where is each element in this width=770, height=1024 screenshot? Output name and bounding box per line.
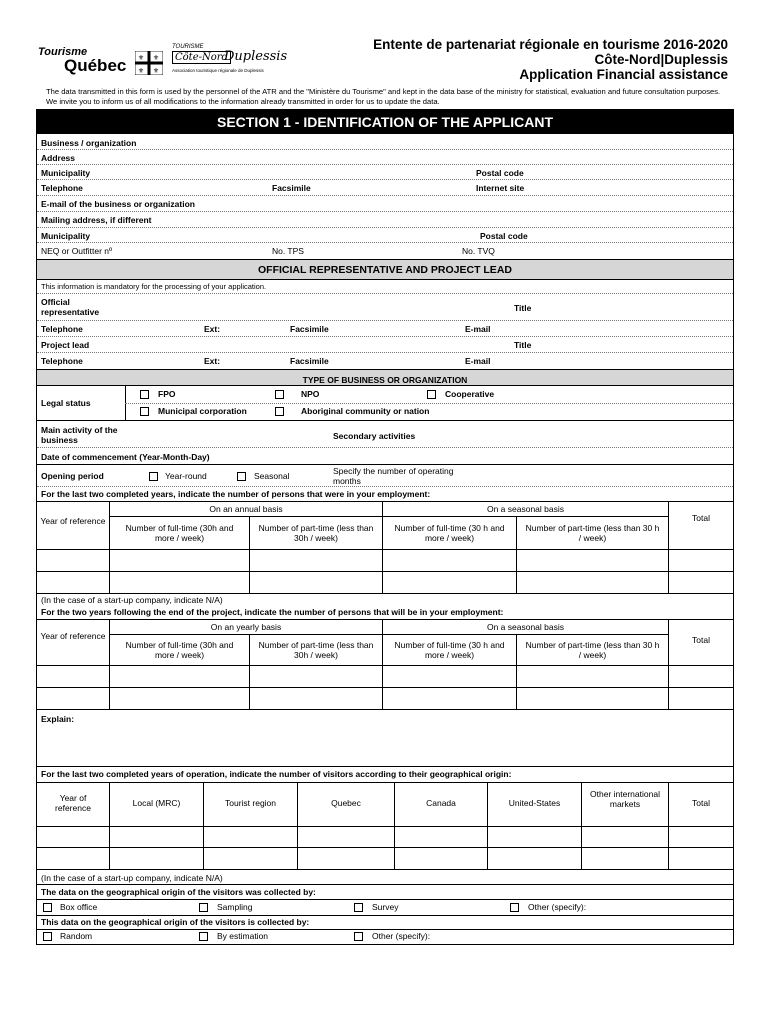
cooperative-checkbox[interactable] [427,390,436,399]
box-office-label: Box office [60,902,98,912]
address-label: Address [41,153,76,163]
visitors-startup-note-row [37,871,733,885]
table-cell[interactable] [517,572,669,594]
mandatory-note-row [37,280,733,294]
lead-facsimile-label: Facsimile [290,356,329,366]
business-row[interactable] [37,134,733,150]
employment-future-question-row [37,606,733,620]
other-collected-label: Other (specify): [528,902,587,912]
opening-period-row [37,465,733,487]
table-cell[interactable] [250,688,383,710]
section1-title: SECTION 1 - IDENTIFICATION OF THE APPLICANT [37,110,733,134]
other-is-collected-checkbox[interactable] [354,932,363,941]
logo-quebec-text: Québec [64,56,127,75]
past-seasonal-header: On a seasonal basis [383,502,669,517]
official-section-title: OFFICIAL REPRESENTATIVE AND PROJECT LEAD [258,264,512,276]
official-telephone-label: Telephone [41,324,83,334]
legal-status-row [37,386,733,421]
survey-label: Survey [372,902,399,912]
commencement-row[interactable] [37,448,733,465]
internet-site-label: Internet site [476,183,525,193]
future-full-time-header: Number of full-time (30h and more / week) [110,635,250,666]
table-cell[interactable] [37,550,110,572]
table-cell[interactable] [110,848,204,870]
lead-ext-label: Ext: [204,356,221,366]
telephone-label: Telephone [41,183,83,193]
table-cell[interactable] [110,666,250,688]
collected-by-row [37,885,733,900]
municipality-row[interactable] [37,165,733,180]
employment-future-table [37,620,733,710]
telephone-row[interactable] [37,180,733,196]
table-cell[interactable] [669,572,733,594]
tax-numbers-row[interactable] [37,243,733,259]
table-cell[interactable] [383,688,517,710]
aboriginal-checkbox[interactable] [275,407,284,416]
logo-atr-top: TOURISME [172,44,204,50]
atr-duplessis-logo [170,44,288,78]
logo-atr-script: Duplessis [224,49,288,64]
visitors-question-row [37,767,733,783]
other-collected-checkbox[interactable] [510,903,519,912]
mailing-row[interactable] [37,212,733,228]
table-cell[interactable] [488,826,582,848]
table-cell[interactable] [669,848,733,870]
municipality2-label: Municipality [41,231,91,241]
table-cell[interactable] [488,848,582,870]
past-full-time-header: Number of full-time (30h and more / week) [110,517,250,550]
employment-past-question-row [37,487,733,502]
random-label: Random [60,931,93,941]
business-type-bar [37,369,733,386]
sampling-label: Sampling [217,902,253,912]
collected-by-options-row [37,900,733,916]
form-title-line2: Côte-Nord|Duplessis [594,52,728,67]
seasonal-checkbox[interactable] [237,472,246,481]
is-collected-row [37,916,733,930]
past-total-header: Total [669,502,733,550]
project-lead-phone-row[interactable] [37,353,733,369]
visitors-local-header: Local (MRC) [110,783,204,827]
official-rep-row[interactable] [37,294,733,321]
business-label: Business / organization [41,138,137,148]
past-annual-header: On an annual basis [110,502,383,517]
table-cell[interactable] [298,826,395,848]
table-cell[interactable] [517,550,669,572]
aboriginal-label: Aboriginal community or nation [301,406,430,416]
opening-period-label: Opening period [41,471,104,481]
table-cell[interactable] [37,666,110,688]
visitors-usa-header: United-States [488,783,582,827]
future-part-time-s-header: Number of part-time (less than 30 h / week) [517,635,669,666]
collected-by-label: The data on the geographical origin of the visitors was collected by: [41,887,316,897]
official-title-label: Title [514,303,532,313]
intro-text: The data transmitted in this form is used by the personnel of the ATR and the "Ministère du Tourisme" and kept in the data base of the ministry for statistical, evaluation and future consultation purposes. We invite you to inform us of all modifications to the information already transmitted in order for us to update the data. [46,87,721,106]
table-cell[interactable] [395,848,488,870]
future-yearly-header: On an yearly basis [110,620,383,635]
table-cell[interactable] [250,666,383,688]
is-collected-options-row [37,930,733,944]
tps-label: No. TPS [272,246,304,256]
svg-text:⚜: ⚜ [137,54,145,62]
email-business-label: E-mail of the business or organization [41,199,195,209]
table-cell[interactable] [669,688,733,710]
official-facsimile-label: Facsimile [290,324,329,334]
employment-past-table [37,502,733,594]
project-lead-row[interactable] [37,337,733,353]
table-cell[interactable] [582,826,669,848]
table-cell[interactable] [517,666,669,688]
seasonal-label: Seasonal [254,471,290,481]
year-round-label: Year-round [165,471,207,481]
fleur-de-lis-flag-icon [135,51,163,75]
svg-text:⚜: ⚜ [152,67,160,75]
box-office-checkbox[interactable] [43,903,52,912]
table-cell[interactable] [298,848,395,870]
visitors-table-rows [37,826,733,870]
table-cell[interactable] [110,688,250,710]
mandatory-note: This information is mandatory for the processing of your application. [41,282,267,291]
explain-row[interactable] [37,710,733,767]
table-cell[interactable] [669,826,733,848]
svg-text:⚜: ⚜ [137,67,145,75]
lead-email-label: E-mail [465,356,491,366]
table-cell[interactable] [37,572,110,594]
municipal-checkbox[interactable] [140,407,149,416]
business-type-title: TYPE OF BUSINESS OR ORGANIZATION [302,375,468,385]
visitors-total-header: Total [669,783,733,827]
visitors-year-ref-header: Year of reference [37,783,110,827]
past-year-ref-header: Year of reference [37,502,110,550]
table-cell[interactable] [517,688,669,710]
project-lead-label: Project lead [41,340,90,350]
neq-label: NEQ or Outfitter nº [41,246,113,256]
mailing-address-label: Mailing address, if different [41,215,152,225]
table-cell[interactable] [383,666,517,688]
official-section-bar [37,259,733,280]
project-lead-title-label: Title [514,340,532,350]
table-cell[interactable] [110,550,250,572]
municipality2-row[interactable] [37,228,733,243]
npo-label: NPO [301,389,320,399]
past-full-time-s-header: Number of full-time (30 h and more / week) [383,517,517,550]
future-full-time-s-header: Number of full-time (30 h and more / week) [383,635,517,666]
table-cell[interactable] [383,572,517,594]
other-is-collected-label: Other (specify): [372,931,431,941]
table-cell[interactable] [37,688,110,710]
table-cell[interactable] [383,550,517,572]
form-title-line3: Application Financial assistance [519,67,728,82]
postal-code-label: Postal code [476,168,524,178]
address-row[interactable] [37,150,733,165]
svg-text:⚜: ⚜ [152,54,160,62]
past-part-time-s-header: Number of part-time (less than 30 h / week) [517,517,669,550]
random-checkbox[interactable] [43,932,52,941]
table-cell[interactable] [204,826,298,848]
table-cell[interactable] [669,666,733,688]
visitors-quebec-header: Quebec [298,783,395,827]
fpo-checkbox[interactable] [140,390,149,399]
application-form [36,109,734,945]
is-collected-label: This data on the geographical origin of the visitors is collected by: [41,917,310,927]
employment-past-question: For the last two completed years, indicate the number of persons that were in your employment: [41,489,431,499]
main-activity-label: Main activity of the business [41,425,118,445]
future-seasonal-header: On a seasonal basis [383,620,669,635]
npo-checkbox[interactable] [275,390,284,399]
past-startup-note: (In the case of a start-up company, indicate N/A) [41,595,223,605]
logo-atr-sub: Association touristique régionale de Duplessis [172,68,264,73]
visitors-question: For the last two completed years of operation, indicate the number of visitors according to their geographical origin: [41,769,512,779]
future-part-time-header: Number of part-time (less than 30h / week) [250,635,383,666]
tvq-label: No. TVQ [462,246,495,256]
table-cell[interactable] [669,550,733,572]
secondary-activities-label: Secondary activities [333,431,416,441]
official-ext-label: Ext: [204,324,221,334]
email-row[interactable] [37,196,733,212]
table-cell[interactable] [250,550,383,572]
logo-atr-main: Côte-Nord [172,51,231,64]
commencement-label: Date of commencement (Year-Month-Day) [41,452,210,462]
table-cell[interactable] [37,848,110,870]
postal-code2-label: Postal code [480,231,528,241]
past-startup-note-row [37,594,733,606]
form-title-line1: Entente de partenariat régionale en tourisme 2016-2020 [373,37,728,52]
municipal-label: Municipal corporation [158,406,247,416]
explain-label: Explain: [41,714,75,724]
legal-status-label: Legal status [41,398,91,408]
estimation-checkbox[interactable] [199,932,208,941]
table-cell[interactable] [250,572,383,594]
visitors-tourist-region-header: Tourist region [204,783,298,827]
visitors-canada-header: Canada [395,783,488,827]
sampling-checkbox[interactable] [199,903,208,912]
visitors-startup-note: (In the case of a start-up company, indicate N/A) [41,873,223,883]
past-part-time-header: Number of part-time (less than 30h / week) [250,517,383,550]
future-total-header: Total [669,620,733,666]
logo-tourisme-text: Tourisme [38,46,88,58]
official-rep-label: Official representative [41,297,100,317]
official-email-label: E-mail [465,324,491,334]
year-round-checkbox[interactable] [149,472,158,481]
future-year-ref-header: Year of reference [37,620,110,666]
specify-months-label: Specify the number of operating months [333,466,454,486]
visitors-other-header: Other international markets [582,783,669,827]
table-cell[interactable] [110,572,250,594]
fpo-label: FPO [158,389,176,399]
table-cell[interactable] [110,826,204,848]
table-cell[interactable] [204,848,298,870]
official-phone-row[interactable] [37,321,733,337]
facsimile-label: Facsimile [272,183,311,193]
cooperative-label: Cooperative [445,389,495,399]
lead-telephone-label: Telephone [41,356,83,366]
estimation-label: By estimation [217,931,269,941]
tourisme-quebec-logo [38,46,166,76]
table-cell[interactable] [395,826,488,848]
employment-future-question: For the two years following the end of the project, indicate the number of persons that will be in your employment: [41,607,504,617]
municipality-label: Municipality [41,168,91,178]
main-activity-row[interactable] [37,421,733,448]
table-cell[interactable] [37,826,110,848]
survey-checkbox[interactable] [354,903,363,912]
table-cell[interactable] [582,848,669,870]
